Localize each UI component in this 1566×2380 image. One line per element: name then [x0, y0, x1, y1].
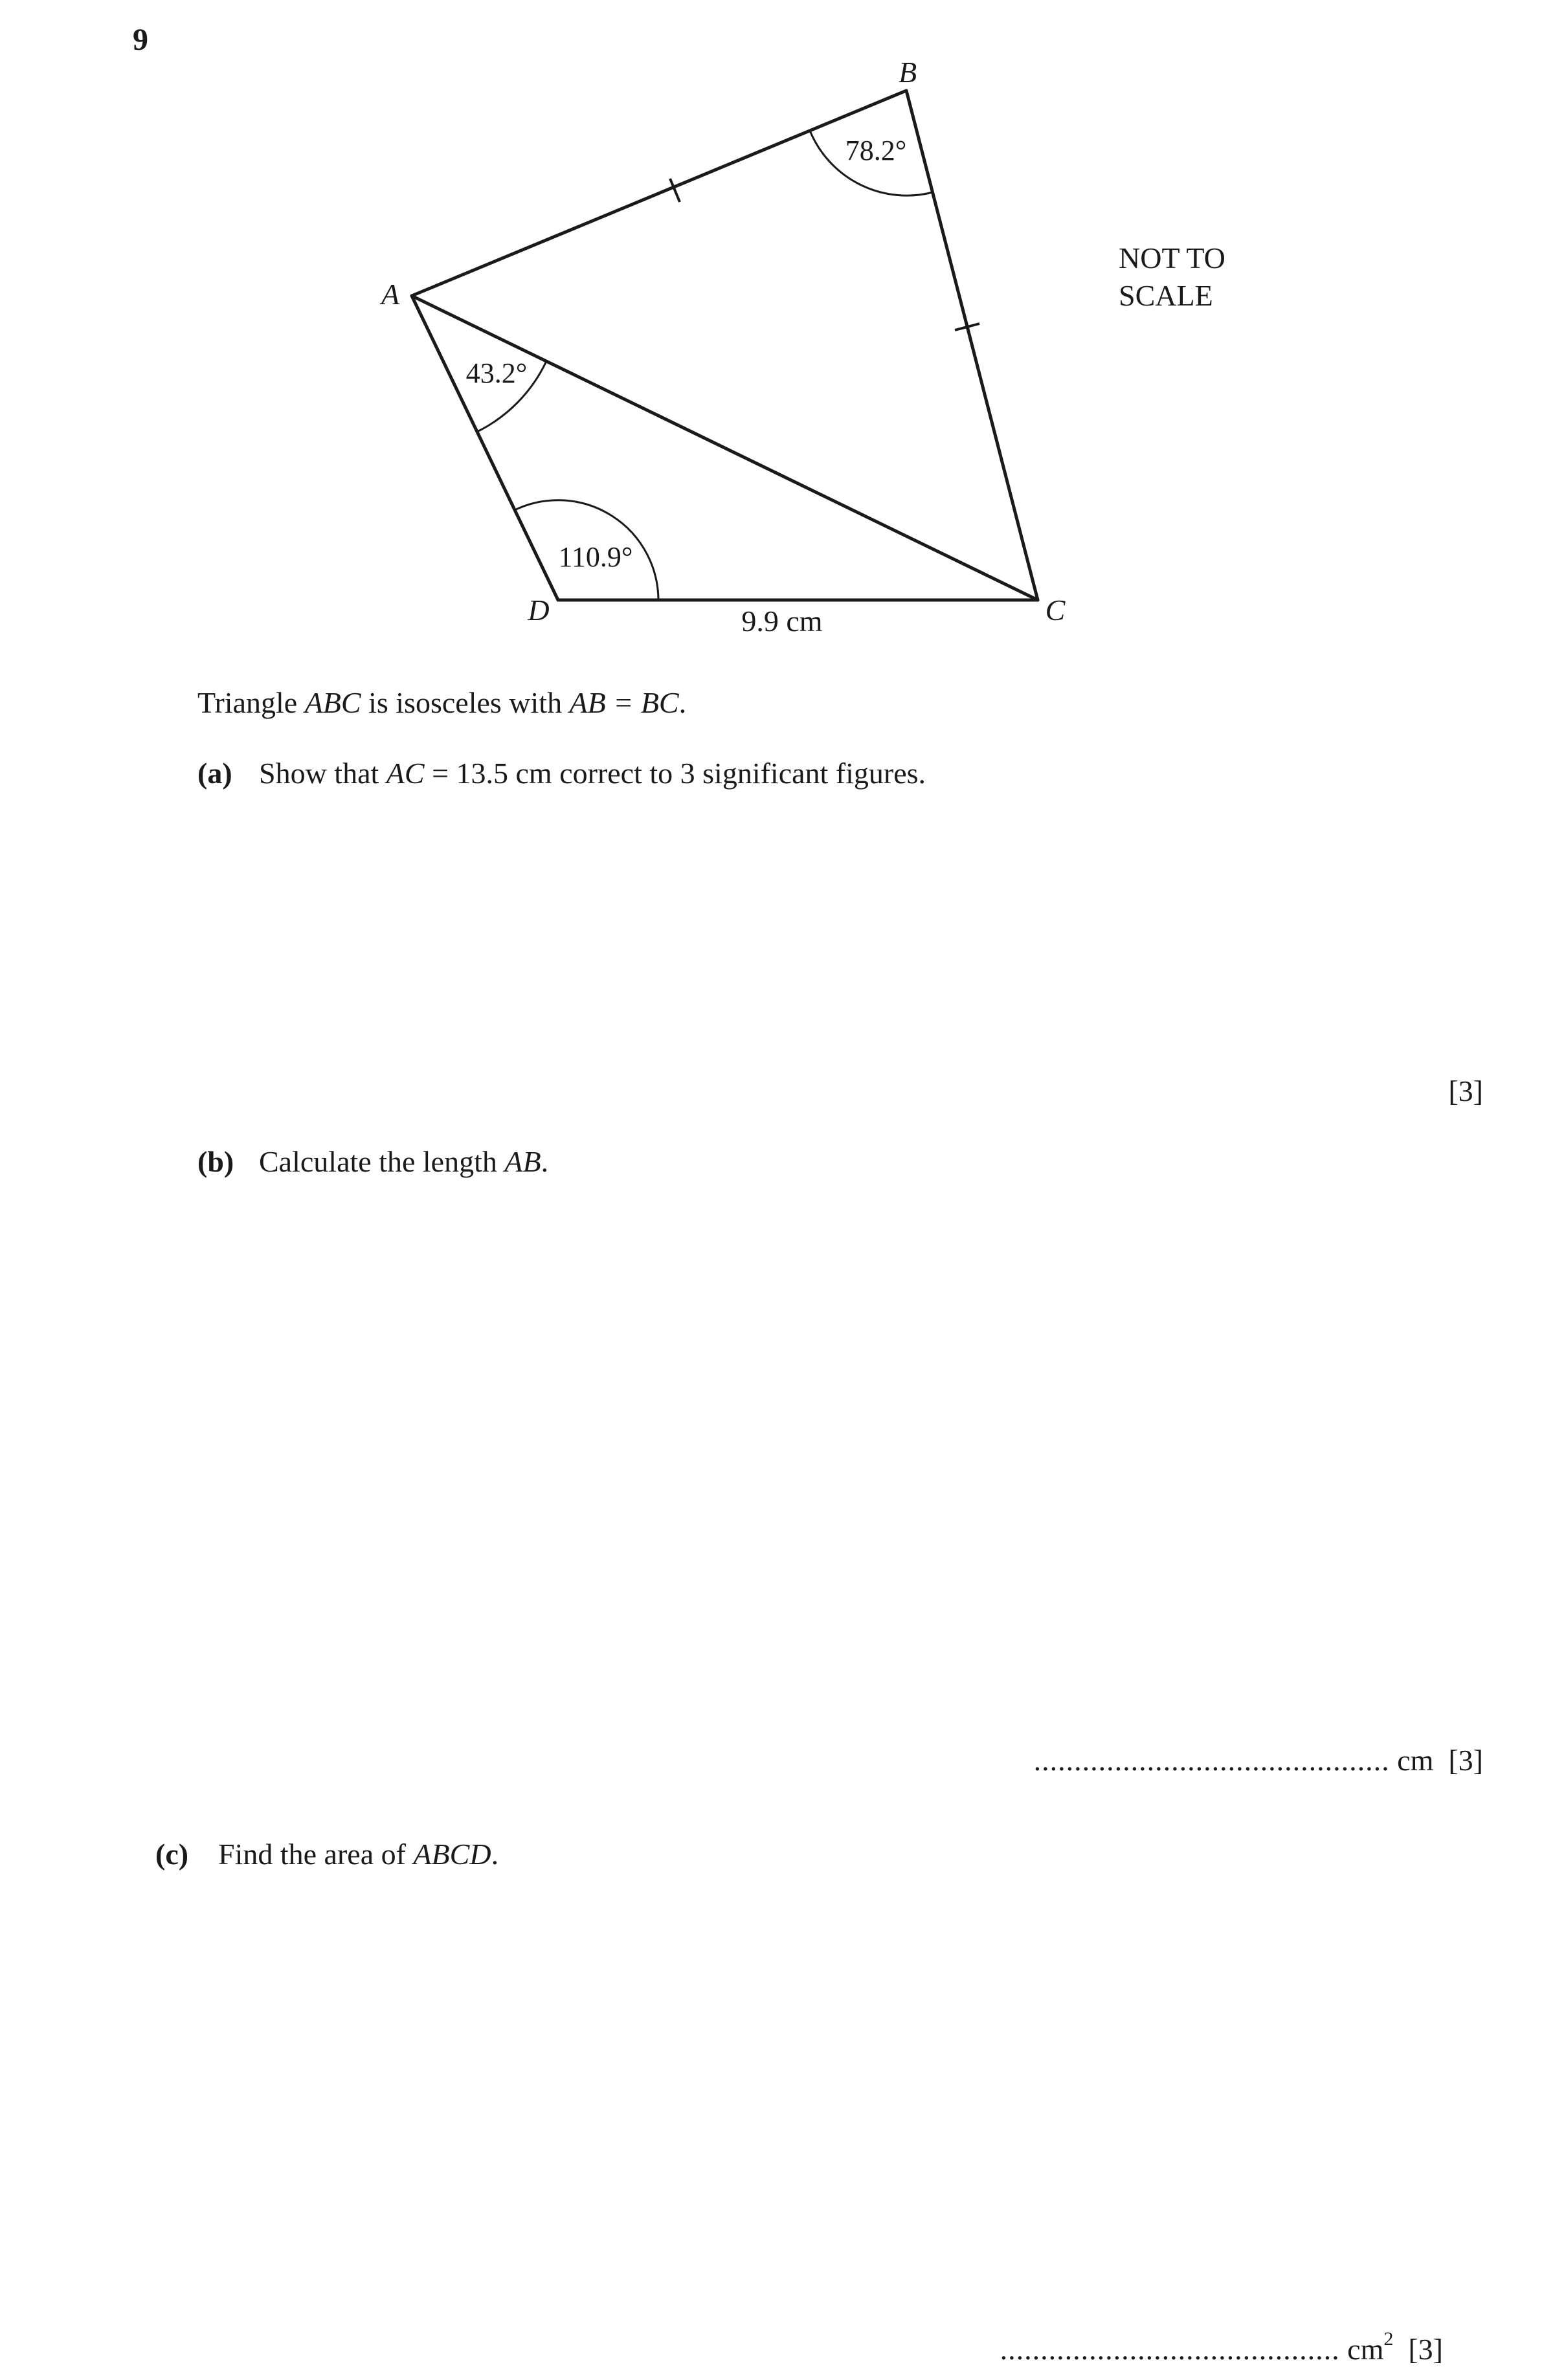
answer-dots[interactable]: ..........................................	[1000, 2333, 1340, 2366]
part-c-text: Find the area of ABCD.	[218, 1838, 499, 1871]
answer-dots[interactable]: ............................................	[1033, 1744, 1390, 1777]
angle-label-D: 110.9°	[558, 541, 633, 573]
side-BC	[906, 91, 1038, 600]
angle-label-A: 43.2°	[465, 357, 528, 389]
diagonal-AC	[412, 296, 1038, 600]
part-a-text: Show that AC = 13.5 cm correct to 3 significant figures.	[259, 757, 926, 790]
side-DA	[412, 296, 558, 600]
angle-label-B: 78.2°	[845, 135, 907, 166]
vertex-label-B: B	[898, 56, 917, 89]
side-AB	[412, 91, 906, 296]
part-a-marks: [3]	[1448, 1074, 1483, 1107]
not-to-scale-line1: NOT TO	[1119, 241, 1225, 274]
question-stem: Triangle ABC is isosceles with AB = BC.	[197, 686, 687, 719]
vertex-label-A: A	[381, 278, 400, 311]
part-a-label: (a)	[197, 757, 232, 790]
side-length-DC: 9.9 cm	[741, 605, 823, 638]
quadrilateral-diagram	[0, 0, 1566, 647]
part-b-label: (b)	[197, 1145, 234, 1178]
question-number: 9	[133, 23, 148, 57]
part-c-label: (c)	[155, 1838, 189, 1871]
equal-tick-AB	[670, 179, 680, 202]
vertex-label-C: C	[1045, 594, 1066, 627]
vertex-label-D: D	[528, 594, 550, 627]
part-c-answer-line: .......................................... $cm^2$ [3]	[1000, 2328, 1443, 2366]
part-b-text: Calculate the length AB.	[259, 1145, 549, 1178]
not-to-scale-line2: SCALE	[1119, 279, 1213, 312]
part-b-answer-line: ............................................ cm [3]	[1033, 1744, 1483, 1777]
not-to-scale-note	[1119, 239, 1225, 315]
